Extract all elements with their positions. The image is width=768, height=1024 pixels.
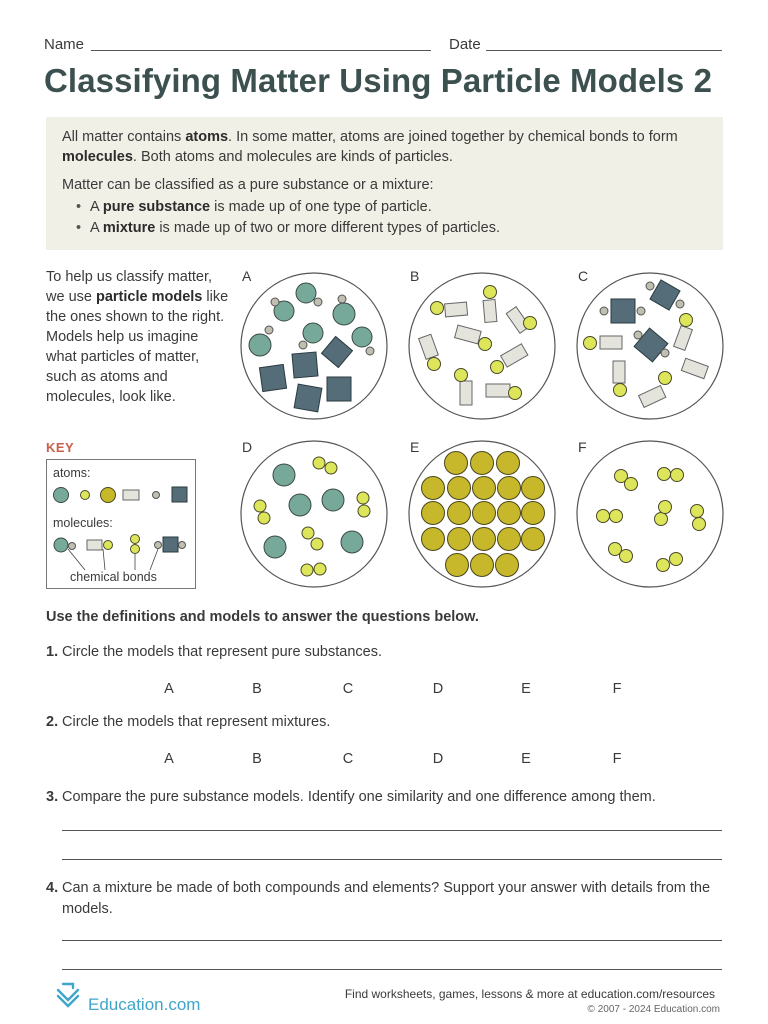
olive-atom xyxy=(422,502,445,525)
key-molecules-label: molecules: xyxy=(53,516,113,530)
page-title: Classifying Matter Using Particle Models 2 xyxy=(44,62,713,99)
side-description: To help us classify matter, we use particle models like the ones shown to the right. Models help us imagine what particles of matter, such as atoms and molecules, look like. xyxy=(46,269,229,405)
model-c xyxy=(577,273,723,419)
question-3: 3. Compare the pure substance models. Identify one similarity and one difference among them. xyxy=(46,789,656,805)
olive-atom xyxy=(448,477,471,500)
olive-atom xyxy=(471,452,494,475)
model-label-c: C xyxy=(578,268,589,284)
q1-choice-f[interactable]: F xyxy=(612,681,622,697)
model-e xyxy=(409,441,555,587)
key-bonds-label: chemical bonds xyxy=(70,570,157,584)
model-b xyxy=(409,273,555,419)
q4-answer-line-1[interactable] xyxy=(62,940,722,941)
olive-atom xyxy=(448,528,471,551)
model-d xyxy=(241,441,387,587)
model-label-b: B xyxy=(410,268,420,284)
key-atoms-label: atoms: xyxy=(53,466,91,480)
date-label: Date xyxy=(449,36,481,53)
model-label-a: A xyxy=(242,268,252,284)
question-1: 1. Circle the models that represent pure substances. xyxy=(46,644,382,660)
education-logo-icon xyxy=(52,980,84,1012)
footer-copyright: © 2007 - 2024 Education.com xyxy=(587,1004,720,1015)
intro-paragraph-1: All matter contains atoms. In some matter, atoms are joined together by chemical bonds to form molecules. Both atoms and molecules are kinds of particles. xyxy=(62,129,678,165)
model-a xyxy=(241,273,387,419)
olive-atom xyxy=(497,452,520,475)
q2-choice-c[interactable]: C xyxy=(342,751,354,767)
olive-atom xyxy=(522,502,545,525)
question-2: 2. Circle the models that represent mixtures. xyxy=(46,714,331,730)
q1-choice-d[interactable]: D xyxy=(432,681,444,697)
olive-atom xyxy=(448,502,471,525)
key-label: KEY xyxy=(46,440,75,455)
olive-atom xyxy=(422,528,445,551)
q2-choice-d[interactable]: D xyxy=(432,751,444,767)
olive-atom xyxy=(498,477,521,500)
question-4: 4. Can a mixture be made of both compounds and elements? Support your answer with details from the models. xyxy=(46,880,711,917)
q2-choice-a[interactable]: A xyxy=(164,751,174,767)
olive-atom xyxy=(471,554,494,577)
name-label: Name xyxy=(44,36,85,53)
footer-resources[interactable]: Find worksheets, games, lessons & more at education.com/resources xyxy=(344,987,715,1001)
education-logo-text: Education.com xyxy=(88,995,201,1014)
q1-choice-c[interactable]: C xyxy=(342,681,354,697)
model-f xyxy=(577,441,723,587)
olive-atom xyxy=(522,477,545,500)
olive-atom xyxy=(473,502,496,525)
olive-atom xyxy=(445,452,468,475)
q1-choice-a[interactable]: A xyxy=(164,681,174,697)
q4-answer-line-2[interactable] xyxy=(62,969,722,970)
model-label-e: E xyxy=(410,439,420,455)
olive-atom xyxy=(422,477,445,500)
intro-paragraph-2: Matter can be classified as a pure substance or a mixture: xyxy=(62,177,434,193)
olive-atom xyxy=(522,528,545,551)
olive-atom xyxy=(498,528,521,551)
model-label-f: F xyxy=(578,439,587,455)
model-label-d: D xyxy=(242,439,253,455)
q1-choice-b[interactable]: B xyxy=(252,681,262,697)
q2-choice-b[interactable]: B xyxy=(252,751,262,767)
olive-atom xyxy=(473,528,496,551)
olive-atom xyxy=(473,477,496,500)
q3-answer-line-2[interactable] xyxy=(62,859,722,860)
q1-choice-e[interactable]: E xyxy=(521,681,531,697)
olive-atom xyxy=(498,502,521,525)
instructions: Use the definitions and models to answer the questions below. xyxy=(46,609,479,625)
list-item: • A pure substance is made up of one type of particle. xyxy=(90,197,707,218)
q2-choice-e[interactable]: E xyxy=(521,751,531,767)
list-item: • A mixture is made up of two or more different types of particles. xyxy=(90,218,707,239)
olive-atom xyxy=(496,554,519,577)
q2-choice-f[interactable]: F xyxy=(612,751,622,767)
q3-answer-line-1[interactable] xyxy=(62,830,722,831)
olive-atom xyxy=(446,554,469,577)
